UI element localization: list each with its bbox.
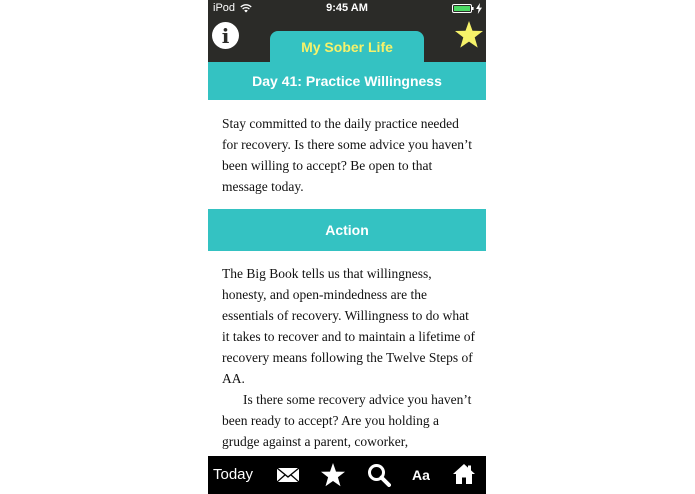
mail-icon[interactable] (276, 465, 300, 485)
status-bar (208, 0, 486, 17)
reading-content[interactable] (208, 62, 486, 456)
battery-icon (452, 4, 474, 13)
intro-paragraph: Stay committed to the daily practice needed for recovery. Is there some advice you haven’t been willing to accept? Be open to that message today. (222, 116, 473, 194)
app-title-tab: My Sober Life (270, 31, 424, 62)
today-tab[interactable]: Today (213, 466, 254, 483)
entry-title: Day 41: Practice Willingness (208, 62, 486, 100)
info-icon: i (221, 24, 230, 48)
phone-screen (208, 0, 486, 494)
home-icon[interactable] (452, 463, 476, 485)
bottom-tab-bar (208, 456, 486, 494)
app-header (208, 17, 486, 62)
font-size-icon[interactable]: Aa (412, 467, 430, 483)
action-paragraph-2: Is there some recovery advice you haven’t been ready to accept? Are you holding a grudge against a parent, coworker, (222, 392, 472, 449)
charging-bolt-icon (476, 3, 482, 14)
favorite-star-icon[interactable] (454, 20, 484, 50)
info-button[interactable] (212, 22, 239, 49)
carrier-label: iPod (213, 2, 236, 14)
search-icon[interactable] (367, 463, 391, 487)
action-heading: Action (208, 209, 486, 251)
star-icon[interactable] (320, 462, 346, 488)
action-paragraph: The Big Book tells us that willingness, honesty, and open-mindedness are the essentials of recovery. Willingness to do what it takes to recover and to maintain a lifetime of recovery means following the Twelve Steps of AA. (222, 266, 476, 386)
status-time: 9:45 AM (326, 2, 368, 14)
